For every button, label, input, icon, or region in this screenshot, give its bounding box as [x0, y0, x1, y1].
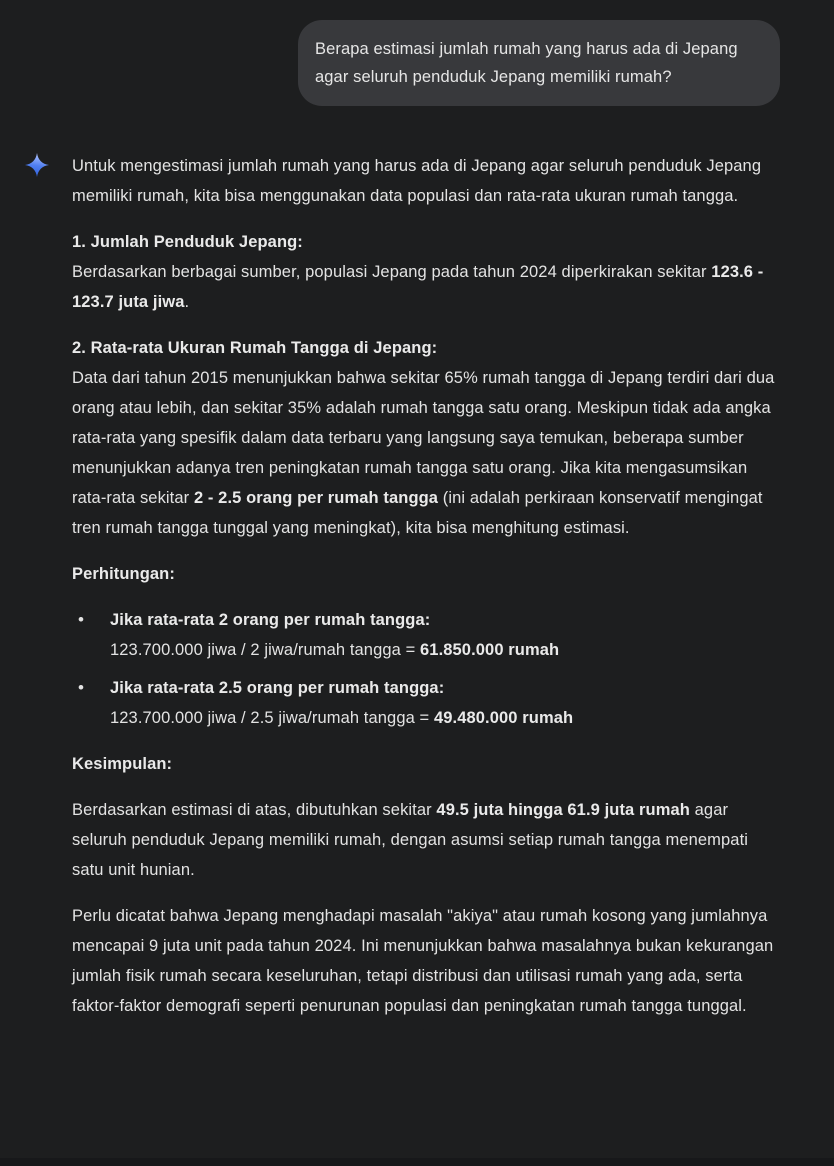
bold-text-run: 2. Rata-rata Ukuran Rumah Tangga di Jepang: — [72, 339, 438, 357]
bold-text-run: 61.850.000 rumah — [420, 641, 560, 659]
text-run: (ini adalah perkiraan konservatif mengingat tren rumah tangga tunggal yang meningkat), kita bisa menghitung estimasi. — [72, 489, 763, 537]
text-run: Berdasarkan estimasi di atas, dibutuhkan sekitar — [72, 801, 437, 819]
message-paragraph — [72, 749, 780, 779]
message-paragraph — [72, 227, 780, 317]
text-run: Berdasarkan berbagai sumber, populasi Jepang pada tahun 2024 diperkirakan sekitar — [72, 263, 712, 281]
bottom-input-bar-edge — [0, 1158, 834, 1166]
list-item — [72, 673, 780, 733]
bold-text-run: Jika rata-rata 2.5 orang per rumah tangga: — [110, 679, 445, 697]
assistant-blocks — [72, 151, 780, 1021]
bold-text-run: 123.6 - 123.7 juta jiwa — [72, 263, 764, 311]
text-run: Untuk mengestimasi jumlah rumah yang harus ada di Jepang agar seluruh penduduk Jepang memiliki rumah, kita bisa menggunakan data populasi dan rata-rata ukuran rumah tangga. — [72, 157, 762, 205]
bold-text-run: Jika rata-rata 2 orang per rumah tangga: — [110, 611, 431, 629]
chat-column — [0, 20, 834, 1166]
text-run: agar seluruh penduduk Jepang memiliki rumah, dengan asumsi setiap rumah tangga menempati satu unit hunian. — [72, 801, 749, 879]
text-run: Data dari tahun 2015 menunjukkan bahwa sekitar 65% rumah tangga di Jepang terdiri dari dua orang atau lebih, dan sekitar 35% adalah rumah tangga satu orang. Meskipun tidak ada angka rata-rata yang spesifik dalam data terbaru yang langsung saya temukan, beberapa sumber menunjukkan adanya tren peningkatan rumah tangga satu orang. Jika kita mengasumsikan rata-rata sekitar — [72, 369, 775, 507]
text-run: 123.700.000 jiwa / 2.5 jiwa/rumah tangga = — [110, 709, 434, 727]
bold-text-run: Perhitungan: — [72, 565, 175, 583]
assistant-message — [0, 151, 834, 1021]
message-paragraph — [72, 795, 780, 885]
message-paragraph — [72, 559, 780, 589]
bold-text-run: 49.5 juta hingga 61.9 juta rumah — [436, 801, 690, 819]
list-item — [72, 605, 780, 665]
bullet-list — [72, 605, 780, 733]
text-run: . — [184, 293, 190, 311]
gemini-sparkle-icon — [25, 153, 49, 177]
message-paragraph — [72, 901, 780, 1021]
user-message-bubble: Berapa estimasi jumlah rumah yang harus ada di Jepang agar seluruh penduduk Jepang memiliki rumah? — [298, 20, 780, 106]
bold-text-run: 2 - 2.5 orang per rumah tangga — [193, 489, 439, 507]
message-paragraph — [72, 151, 780, 211]
text-run: Perlu dicatat bahwa Jepang menghadapi masalah "akiya" atau rumah kosong yang jumlahnya mencapai 9 juta unit pada tahun 2024. Ini menunjukkan bahwa masalahnya bukan kekurangan jumlah fisik rumah secara keseluruhan, tetapi distribusi dan utilisasi rumah yang ada, serta faktor-faktor demografi seperti penurunan populasi dan peningkatan rumah tangga tunggal. — [72, 907, 774, 1015]
bold-text-run: 1. Jumlah Penduduk Jepang: — [72, 233, 303, 251]
text-run: 123.700.000 jiwa / 2 jiwa/rumah tangga = — [110, 641, 421, 659]
bold-text-run: Kesimpulan: — [72, 755, 173, 773]
message-paragraph — [72, 333, 780, 543]
bold-text-run: 49.480.000 rumah — [433, 709, 574, 727]
